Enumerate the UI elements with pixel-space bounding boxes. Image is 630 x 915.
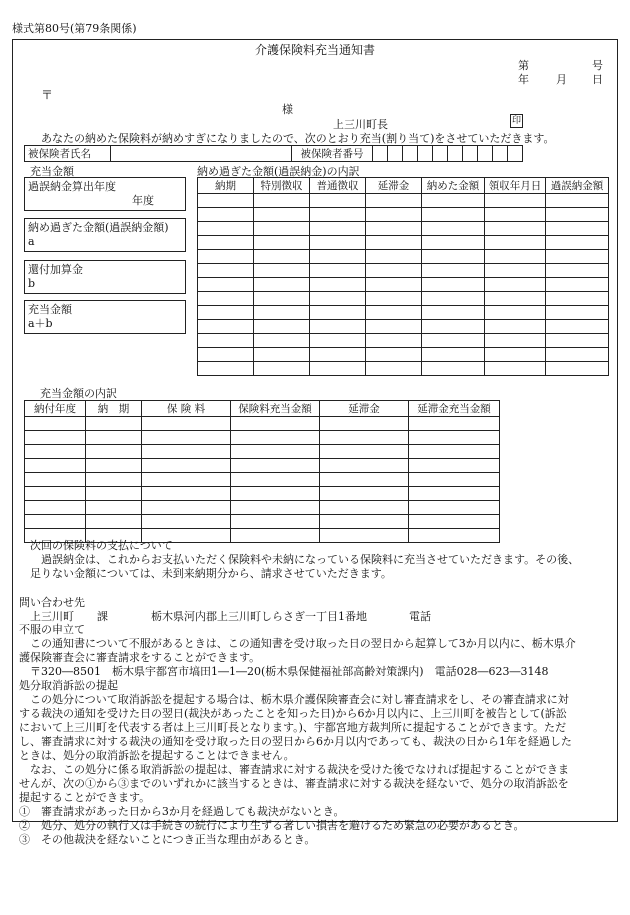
refund-interest-box xyxy=(24,260,186,294)
allot-table-cell xyxy=(142,445,231,459)
allot-table-cell xyxy=(25,417,86,431)
overpay-table-cell xyxy=(366,236,422,250)
overpay-table-cell xyxy=(546,250,609,264)
overpay-table-cell xyxy=(366,320,422,334)
lawsuit-item: ③ その他裁決を経ないことにつき正当な理由があるとき。 xyxy=(19,833,316,846)
allot-table-cell xyxy=(86,417,142,431)
overpay-table-row xyxy=(198,208,609,222)
allot-table-row xyxy=(25,417,500,431)
allot-table-cell xyxy=(231,529,320,543)
overpay-col-header: 普通徴収 xyxy=(310,178,366,194)
objection-heading: 不服の申立て xyxy=(19,623,85,636)
allot-table-cell xyxy=(86,431,142,445)
allot-table-cell xyxy=(409,445,500,459)
overpay-table-cell xyxy=(422,292,485,306)
overpay-table-cell xyxy=(310,306,366,320)
month-label: 月 xyxy=(556,73,567,86)
allot-table-cell xyxy=(320,445,409,459)
insured-name-value xyxy=(111,146,292,162)
overpay-table-row xyxy=(198,222,609,236)
allot-table xyxy=(24,400,500,543)
insured-number-digit xyxy=(478,146,493,162)
allot-table-heading: 充当金額の内訳 xyxy=(40,387,117,400)
allot-table-cell xyxy=(320,515,409,529)
next-payment-heading: 次回の保険料の支払について xyxy=(30,539,173,552)
sama-label: 様 xyxy=(282,103,293,116)
insured-name-label: 被保険者氏名 xyxy=(25,146,111,162)
next-payment-line: 足りない金額については、未到来納期分から、請求させていただきます。 xyxy=(30,567,392,580)
allot-table-cell xyxy=(409,459,500,473)
allot-table-cell xyxy=(409,529,500,543)
overpay-table-row xyxy=(198,334,609,348)
calc-year-box xyxy=(24,177,186,211)
allot-table-cell xyxy=(25,501,86,515)
overpay-table-cell xyxy=(546,292,609,306)
allot-table-cell xyxy=(231,473,320,487)
overpay-table-cell xyxy=(546,278,609,292)
overpay-table-row xyxy=(198,194,609,208)
overpay-table-cell xyxy=(198,292,254,306)
overpay-table-cell xyxy=(254,194,310,208)
allot-table-cell xyxy=(142,487,231,501)
allot-table-cell xyxy=(86,501,142,515)
contact-town: 上三川町 xyxy=(30,610,74,623)
overpay-table-cell xyxy=(422,362,485,376)
form-number: 様式第80号(第79条関係) xyxy=(12,22,137,35)
allot-table-cell xyxy=(25,445,86,459)
allot-table-cell xyxy=(142,501,231,515)
overpay-table-cell xyxy=(485,264,546,278)
allot-table-row xyxy=(25,515,500,529)
allot-col-header: 保 険 料 xyxy=(142,401,231,417)
allot-table-cell xyxy=(142,515,231,529)
allot-table-cell xyxy=(86,459,142,473)
overpay-table-cell xyxy=(254,334,310,348)
overpaid-amount-label: 納め過ぎた金額(過誤納金額) xyxy=(28,221,169,234)
allot-table-cell xyxy=(409,487,500,501)
overpay-table-cell xyxy=(422,208,485,222)
overpay-table-cell xyxy=(366,194,422,208)
overpay-col-header: 納めた金額 xyxy=(422,178,485,194)
allot-table-row xyxy=(25,473,500,487)
allot-table-row xyxy=(25,431,500,445)
allot-table-cell xyxy=(320,529,409,543)
overpay-table-cell xyxy=(485,278,546,292)
overpay-table-row xyxy=(198,320,609,334)
overpay-table-cell xyxy=(546,208,609,222)
overpay-table-cell xyxy=(198,264,254,278)
overpay-table-cell xyxy=(422,264,485,278)
overpay-table-cell xyxy=(485,306,546,320)
overpay-table-row xyxy=(198,236,609,250)
overpay-table-cell xyxy=(254,348,310,362)
overpay-table-row xyxy=(198,306,609,320)
allot-table-row xyxy=(25,459,500,473)
calc-year-label: 過誤納金算出年度 xyxy=(28,180,116,193)
overpaid-amount-var: a xyxy=(28,235,35,248)
overpay-table-cell xyxy=(198,194,254,208)
lawsuit-line: この処分について取消訴訟を提起する場合は、栃木県介護保険審査会に対し審査請求をし、その審査請求に対 xyxy=(30,693,569,706)
allot-table-cell xyxy=(320,487,409,501)
overpay-table-cell xyxy=(310,292,366,306)
overpay-table-cell xyxy=(485,194,546,208)
day-label: 日 xyxy=(592,73,603,86)
allocation-amount-label: 充当金額 xyxy=(28,303,72,316)
overpay-table-cell xyxy=(546,222,609,236)
allot-table-cell xyxy=(231,431,320,445)
overpay-table-cell xyxy=(546,362,609,376)
overpay-table-cell xyxy=(310,236,366,250)
overpay-table-cell xyxy=(366,306,422,320)
overpaid-amount-box xyxy=(24,218,186,252)
allot-table-cell xyxy=(142,417,231,431)
allot-table-cell xyxy=(231,459,320,473)
overpay-table-heading: 納め過ぎた金額(過誤納金)の内訳 xyxy=(197,165,360,178)
overpay-table-cell xyxy=(485,292,546,306)
contact-ka: 課 xyxy=(97,610,108,623)
allot-table-cell xyxy=(86,487,142,501)
overpay-table-cell xyxy=(366,348,422,362)
overpay-table-cell xyxy=(310,278,366,292)
page-title xyxy=(0,41,630,58)
overpay-table-cell xyxy=(310,320,366,334)
lawsuit-line: する裁決の通知を受けた日の翌日(裁決があったことを知った日)から6か月以内に、上三川町を被告として(訴訟 xyxy=(19,707,567,720)
objection-line: この通知書について不服があるときは、この通知書を受け取った日の翌日から起算して3か月以内に、栃木県介 xyxy=(30,637,576,650)
allot-table-cell xyxy=(25,487,86,501)
overpay-table-cell xyxy=(422,250,485,264)
allot-col-header: 納付年度 xyxy=(25,401,86,417)
lawsuit-line: ときは、処分の取消訴訟を提起することはできません。 xyxy=(19,749,295,762)
lawsuit-item: ② 処分、処分の執行又は手続きの続行により生ずる著しい損害を避けるため緊急の必要があるとき。 xyxy=(19,819,525,832)
overpay-table xyxy=(197,177,609,376)
overpay-table-cell xyxy=(546,306,609,320)
allot-table-cell xyxy=(231,501,320,515)
overpay-table-cell xyxy=(198,320,254,334)
allot-table-cell xyxy=(142,431,231,445)
postal-mark: 〒 xyxy=(41,88,54,102)
overpay-table-cell xyxy=(198,306,254,320)
overpay-table-cell xyxy=(422,278,485,292)
overpay-table-cell xyxy=(366,362,422,376)
allot-table-cell xyxy=(409,431,500,445)
allocation-amount-box xyxy=(24,300,186,334)
allot-table-cell xyxy=(409,473,500,487)
overpay-table-cell xyxy=(254,208,310,222)
allocation-amount-var: a＋b xyxy=(28,317,53,330)
overpay-table-cell xyxy=(485,348,546,362)
overpay-col-header: 領収年月日 xyxy=(485,178,546,194)
overpay-table-cell xyxy=(366,208,422,222)
overpay-table-cell xyxy=(198,362,254,376)
overpay-table-cell xyxy=(254,278,310,292)
overpay-table-cell xyxy=(422,236,485,250)
overpay-table-cell xyxy=(310,348,366,362)
overpay-table-cell xyxy=(422,194,485,208)
lawsuit-line: せんが、次の①から③までのいずれかに該当するときは、審査請求に対する裁決を経ないで、処分の取消訴訟を xyxy=(19,777,569,790)
overpay-table-cell xyxy=(254,320,310,334)
allot-col-header: 納 期 xyxy=(86,401,142,417)
overpay-table-cell xyxy=(254,250,310,264)
overpay-table-cell xyxy=(422,334,485,348)
allot-table-row xyxy=(25,501,500,515)
insured-number-digit xyxy=(448,146,463,162)
contact-address: 栃木県河内郡上三川町しらさぎ一丁目1番地 xyxy=(151,610,367,623)
seal-mark: 印 xyxy=(511,116,521,126)
allot-table-row xyxy=(25,487,500,501)
overpay-table-cell xyxy=(198,334,254,348)
overpay-table-cell xyxy=(254,222,310,236)
overpay-table-cell xyxy=(198,348,254,362)
allot-table-row xyxy=(25,445,500,459)
overpay-table-cell xyxy=(546,194,609,208)
lawsuit-line: 提起することができます。 xyxy=(19,791,151,804)
allot-table-cell xyxy=(320,473,409,487)
overpay-table-cell xyxy=(485,236,546,250)
lawsuit-item: ① 審査請求があった日から3か月を経過しても裁決がないとき。 xyxy=(19,805,345,818)
overpay-table-cell xyxy=(485,222,546,236)
overpay-table-cell xyxy=(254,236,310,250)
overpay-table-cell xyxy=(366,334,422,348)
overpay-table-row xyxy=(198,278,609,292)
overpay-table-cell xyxy=(485,362,546,376)
overpay-table-cell xyxy=(485,334,546,348)
overpay-table-row xyxy=(198,250,609,264)
overpay-table-cell xyxy=(422,306,485,320)
insured-number-digit xyxy=(388,146,403,162)
allot-table-cell xyxy=(231,445,320,459)
insured-row xyxy=(24,145,523,162)
overpay-table-row xyxy=(198,292,609,306)
allot-col-header: 延滞金 xyxy=(320,401,409,417)
overpay-table-row xyxy=(198,362,609,376)
lawsuit-line: なお、この処分に係る取消訴訟の提起は、審査請求に対する裁決を受けた後でなければ提起することができま xyxy=(30,763,569,776)
allot-table-cell xyxy=(320,501,409,515)
overpay-table-row xyxy=(198,264,609,278)
overpay-table-cell xyxy=(310,194,366,208)
allot-table-cell xyxy=(86,473,142,487)
overpay-table-cell xyxy=(485,320,546,334)
overpay-table-cell xyxy=(310,362,366,376)
next-payment-line: 過誤納金は、これからお支払いただく保険料や未納になっている保険料に充当させていただきます。その後、 xyxy=(41,553,580,566)
objection-line: 護保険審査会に審査請求をすることができます。 xyxy=(19,651,261,664)
overpay-table-cell xyxy=(366,250,422,264)
refund-interest-label: 還付加算金 xyxy=(28,263,83,276)
allot-table-cell xyxy=(231,487,320,501)
doc-go-label: 号 xyxy=(592,59,603,72)
insured-number-digit xyxy=(418,146,433,162)
allot-table-cell xyxy=(25,459,86,473)
overpay-table-cell xyxy=(546,320,609,334)
overpay-table-cell xyxy=(310,334,366,348)
issuer-name: 上三川町長 xyxy=(333,118,388,131)
allot-table-cell xyxy=(409,501,500,515)
overpay-table-cell xyxy=(310,250,366,264)
doc-no-label: 第 xyxy=(518,59,529,72)
allot-col-header: 保険料充当金額 xyxy=(231,401,320,417)
overpay-table-cell xyxy=(546,236,609,250)
overpay-col-header: 特別徴収 xyxy=(254,178,310,194)
overpay-table-cell xyxy=(366,278,422,292)
overpay-table-cell xyxy=(310,222,366,236)
overpay-table-cell xyxy=(422,320,485,334)
contact-heading: 問い合わせ先 xyxy=(19,596,85,609)
overpay-table-cell xyxy=(366,222,422,236)
overpay-table-cell xyxy=(485,250,546,264)
overpay-table-cell xyxy=(254,292,310,306)
allot-table-cell xyxy=(231,417,320,431)
allot-table-cell xyxy=(231,515,320,529)
allot-table-cell xyxy=(86,515,142,529)
overpay-table-cell xyxy=(310,264,366,278)
allot-table-cell xyxy=(320,431,409,445)
calc-year-unit: 年度 xyxy=(132,194,154,207)
insured-number-digit xyxy=(433,146,448,162)
lawsuit-heading: 処分取消訴訟の提起 xyxy=(19,679,118,692)
allot-table-cell xyxy=(409,417,500,431)
allot-table-cell xyxy=(142,473,231,487)
insured-number-digit xyxy=(373,146,388,162)
intro-text: あなたの納めた保険料が納めすぎになりましたので、次のとおり充当(割り当て)をさせていただきます。 xyxy=(41,132,555,145)
allot-table-cell xyxy=(409,515,500,529)
insured-number-digit xyxy=(493,146,508,162)
contact-tel: 電話 xyxy=(409,610,431,623)
overpay-col-header: 延滞金 xyxy=(366,178,422,194)
overpay-table-cell xyxy=(254,362,310,376)
objection-address: 〒320―8501 栃木県宇都宮市塙田1―1―20(栃木県保健福祉部高齢対策課内) 電話028―623―3148 xyxy=(30,665,549,678)
allot-table-cell xyxy=(25,515,86,529)
overpay-table-cell xyxy=(198,236,254,250)
overpay-col-header: 納期 xyxy=(198,178,254,194)
lawsuit-line: において上三川町を代表する者は上三川町長となります。)、宇都宮地方裁判所に提起することができます。ただ xyxy=(19,721,567,734)
allocation-heading: 充当金額 xyxy=(30,165,74,178)
overpay-table-cell xyxy=(254,264,310,278)
refund-interest-var: b xyxy=(28,277,36,290)
lawsuit-line: し、審査請求に対する裁決の通知を受け取った日の翌日から6か月以内であっても、裁決の日から1年を経過した xyxy=(19,735,572,748)
allot-col-header: 延滞金充当金額 xyxy=(409,401,500,417)
overpay-table-cell xyxy=(198,222,254,236)
overpay-table-cell xyxy=(546,348,609,362)
overpay-table-cell xyxy=(546,264,609,278)
overpay-table-cell xyxy=(198,208,254,222)
allot-table-cell xyxy=(320,459,409,473)
allot-table-cell xyxy=(142,459,231,473)
overpay-table-row xyxy=(198,348,609,362)
overpay-table-cell xyxy=(198,250,254,264)
overpay-table-cell xyxy=(310,208,366,222)
insured-number-label: 被保険者番号 xyxy=(292,146,373,162)
insured-number-digit xyxy=(403,146,418,162)
overpay-table-cell xyxy=(366,292,422,306)
allot-table-cell xyxy=(25,473,86,487)
allot-table-cell xyxy=(320,417,409,431)
title-text: 介護保険料充当通知書 xyxy=(254,43,375,57)
overpay-table-cell xyxy=(366,264,422,278)
allot-table-cell xyxy=(25,431,86,445)
overpay-col-header: 過誤納金額 xyxy=(546,178,609,194)
overpay-table-cell xyxy=(546,334,609,348)
overpay-table-cell xyxy=(254,306,310,320)
year-label: 年 xyxy=(518,73,529,86)
overpay-table-cell xyxy=(198,278,254,292)
overpay-table-cell xyxy=(422,222,485,236)
allot-table-cell xyxy=(86,445,142,459)
overpay-table-cell xyxy=(485,208,546,222)
insured-number-digit xyxy=(463,146,478,162)
insured-number-digit xyxy=(508,146,523,162)
overpay-table-cell xyxy=(422,348,485,362)
